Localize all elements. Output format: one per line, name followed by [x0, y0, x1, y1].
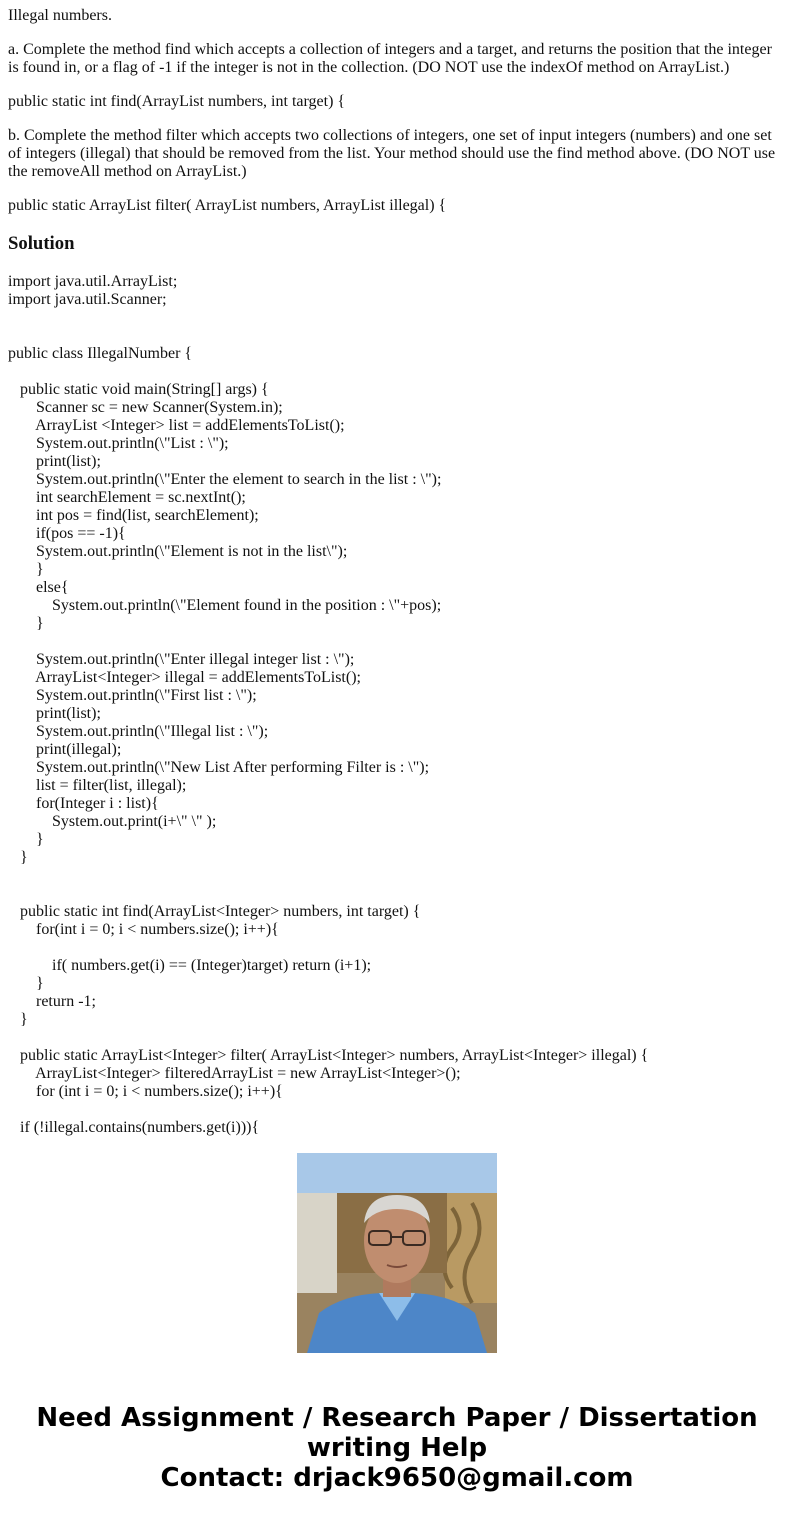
- code-line: [8, 363, 786, 381]
- code-line: int searchElement = sc.nextInt();: [8, 489, 246, 506]
- code-line: System.out.print(i+\" \" );: [8, 813, 217, 830]
- code-line: int pos = find(list, searchElement);: [8, 507, 259, 524]
- code-line: import java.util.Scanner;: [8, 291, 167, 308]
- code-line: else{: [8, 579, 69, 596]
- tutor-avatar-photo: [297, 1153, 497, 1353]
- question-part-b: b. Complete the method filter which accepts two collections of integers, one set of input integers (numbers) and one set of integers (illegal) that should be removed from the list. Your method should use the find method above. (DO NOT use the removeAll method on ArrayList.): [8, 127, 776, 180]
- method-signature-filter: public static ArrayList filter( ArrayList numbers, ArrayList illegal) {: [8, 197, 447, 214]
- promo-contact-line: Contact: drjack9650@gmail.com: [160, 1463, 634, 1493]
- code-line: }: [8, 615, 44, 632]
- code-line: print(list);: [8, 453, 101, 470]
- promo-banner: [0, 1403, 794, 1493]
- code-line: [8, 1029, 786, 1047]
- code-line: public class IllegalNumber {: [8, 345, 193, 362]
- code-line: }: [8, 561, 44, 578]
- code-line: [8, 885, 786, 903]
- question-title: Illegal numbers.: [8, 7, 112, 24]
- code-line: print(illegal);: [8, 741, 122, 758]
- code-line: public static void main(String[] args) {: [8, 381, 269, 398]
- code-line: public static ArrayList<Integer> filter( ArrayList<Integer> numbers, ArrayList<Integer> illegal) {: [8, 1047, 649, 1064]
- code-line: System.out.println(\"List : \");: [8, 435, 229, 452]
- code-line: }: [8, 831, 44, 848]
- code-line: ArrayList<Integer> filteredArrayList = new ArrayList<Integer>();: [8, 1065, 461, 1082]
- code-line: if (!illegal.contains(numbers.get(i))){: [8, 1119, 260, 1136]
- code-line: Scanner sc = new Scanner(System.in);: [8, 399, 283, 416]
- code-line: ArrayList <Integer> list = addElementsToList();: [8, 417, 345, 434]
- code-line: list = filter(list, illegal);: [8, 777, 187, 794]
- code-line: System.out.println(\"New List After performing Filter is : \");: [8, 759, 430, 776]
- code-line: [8, 867, 786, 885]
- code-line: System.out.println(\"Illegal list : \");: [8, 723, 269, 740]
- code-line: if(pos == -1){: [8, 525, 126, 542]
- code-line: import java.util.ArrayList;: [8, 273, 178, 290]
- code-line: for(int i = 0; i < numbers.size(); i++){: [8, 921, 279, 938]
- promo-line-2: writing Help: [306, 1433, 488, 1463]
- code-line: [8, 1101, 786, 1119]
- code-line: System.out.println(\"Enter illegal integer list : \");: [8, 651, 355, 668]
- code-line: [8, 327, 786, 345]
- code-line: for(Integer i : list){: [8, 795, 159, 812]
- code-line: return -1;: [8, 993, 96, 1010]
- code-line: [8, 309, 786, 327]
- document-content: [8, 0, 786, 1136]
- code-line: [8, 939, 786, 957]
- code-line: }: [8, 975, 44, 992]
- question-part-a: a. Complete the method find which accepts a collection of integers and a target, and returns the position that the integer is found in, or a flag of -1 if the integer is not in the collection. (DO NOT use the indexOf method on ArrayList.): [8, 41, 772, 76]
- code-line: }: [8, 849, 28, 866]
- promo-line-1: Need Assignment / Research Paper / Dissertation: [36, 1403, 758, 1433]
- code-line: public static int find(ArrayList<Integer> numbers, int target) {: [8, 903, 421, 920]
- code-line: System.out.println(\"Element is not in the list\");: [8, 543, 348, 560]
- code-line: print(list);: [8, 705, 101, 722]
- tutor-portrait-image: [297, 1153, 497, 1353]
- code-line: for (int i = 0; i < numbers.size(); i++){: [8, 1083, 283, 1100]
- code-line: }: [8, 1011, 28, 1028]
- solution-heading: Solution: [8, 233, 75, 254]
- method-signature-find: public static int find(ArrayList numbers, int target) {: [8, 93, 346, 110]
- code-line: if( numbers.get(i) == (Integer)target) return (i+1);: [8, 957, 372, 974]
- code-line: ArrayList<Integer> illegal = addElementsToList();: [8, 669, 361, 686]
- code-line: System.out.println(\"Element found in the position : \"+pos);: [8, 597, 442, 614]
- code-line: System.out.println(\"Enter the element to search in the list : \");: [8, 471, 442, 488]
- code-line: System.out.println(\"First list : \");: [8, 687, 257, 704]
- code-line: [8, 633, 786, 651]
- solution-code-block: [8, 273, 786, 1137]
